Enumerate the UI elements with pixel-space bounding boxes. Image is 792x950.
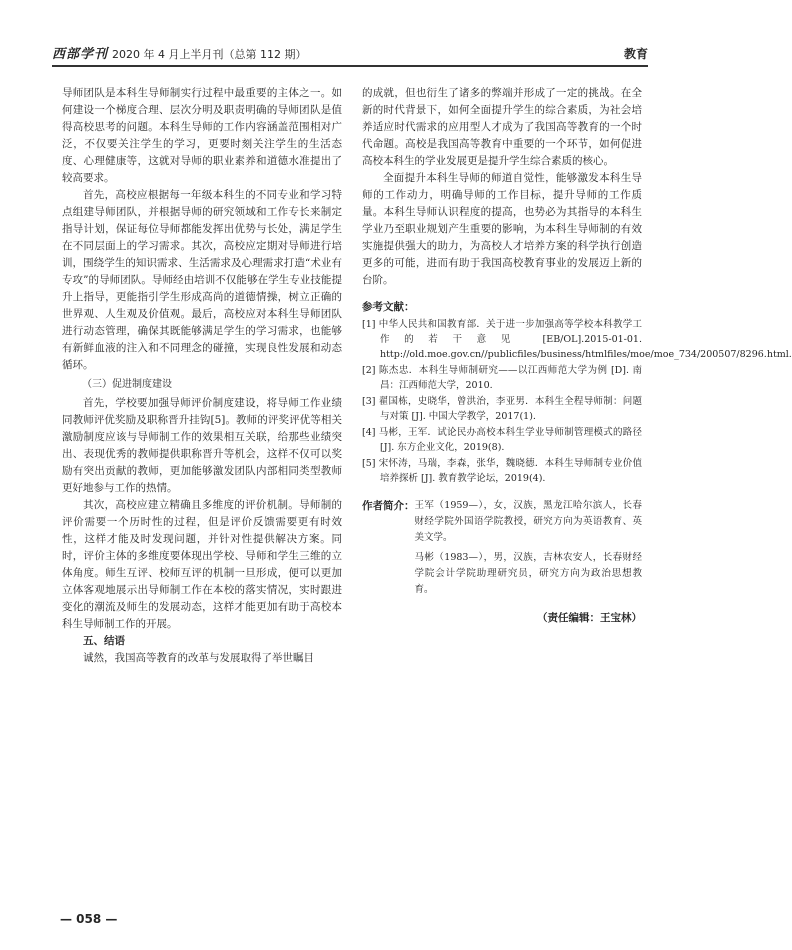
header-left	[52, 43, 307, 62]
journal-logo: 西部学刊	[52, 47, 109, 62]
references-list	[362, 317, 792, 486]
paragraph: 诚然，我国高等教育的改革与发展取得了举世瞩目	[83, 652, 314, 664]
page-header	[52, 40, 648, 67]
reference-item: [1] 中华人民共和国教育部．关于进一步加强高等学校本科教学工作的若干意见 [EB/OL].2015-01-01. http://old.moe.gov.cn//publicfiles/business/htmlfiles/moe/moe_734/200507/8296.html.	[362, 319, 792, 360]
author-entry: 王军（1959—），女，汉族，黑龙江哈尔滨人，长春财经学院外国语学院教授，研究方向为英语教育、英美文学。	[414, 500, 642, 543]
section-heading: 五、结语	[83, 635, 125, 647]
paragraph: 首先，高校应根据每一年级本科生的不同专业和学习特点组建导师团队，并根据导师的研究领域和工作专长来制定指导计划，保证每位导师都能发挥出优势与长处，满足学生在不同层面上的学习需求。其次，高校应定期对导师进行培训，围绕学生的知识需求、生活需求及心理需求打造“术业有专攻”的导师团队。导师经由培训不仅能够在学生专业技能提升上指导，更能指引学生形成高尚的道德情操，树立正确的世界观、人生观及价值观。最后，高校应对本科生导师团队进行动态管理，确保其既能够满足学生的学习需求，也能够有新鲜血液的注入和不同理念的碰撞，实现良性发展和动态循环。	[62, 189, 342, 371]
paragraph: 全面提升本科生导师的师道自觉性，能够激发本科生导师的工作动力，明确导师的工作目标，提升导师的工作质量。本科生导师认识程度的提高，也势必为其指导的本科生学业乃至职业规划产生重要的影响，为本科生导师制的有效实施提供强大的助力，为高校人才培养方案的科学执行创造更多的可能，进而有助于我国高校教育事业的发展迈上新的台阶。	[362, 172, 642, 286]
reference-item: [4] 马彬，王军．试论民办高校本科生学业导师制管理模式的路径 [J]. 东方企业文化，2019(8).	[362, 427, 642, 453]
reference-item: [2] 陈杰忠．本科生导师制研究——以江西师范大学为例 [D]. 南昌：江西师范大学，2010.	[362, 365, 642, 391]
references-title: 参考文献：	[362, 301, 415, 313]
left-column	[62, 85, 342, 667]
author-intro-body	[415, 498, 643, 602]
reference-item: [3] 翟国栋，史晓华，曾洪治，李亚男．本科生全程导师制：问题与对策 [J]. 中国大学教学，2017(1).	[362, 396, 642, 422]
right-paragraphs	[362, 85, 642, 289]
paragraph: 首先，学校要加强导师评价制度建设，将导师工作业绩同教师评优奖励及职称晋升挂钩[5]。教师的评奖评优等相关激励制度应该与导师制工作的效果相互关联，给那些业绩突出、表现优秀的教师提供职称晋升等机会，这样不仅可以奖励有突出贡献的教师，更加能够激发团队内部相同类型教师更好地参与工作的热情。	[62, 397, 342, 494]
paragraph: 其次，高校应建立精确且多维度的评价机制。导师制的评价需要一个历时性的过程，但是评价反馈需要更有时效性，这样才能及时发现问题，并针对性提供解决方案。同时，评价主体的多维度要体现出学校、导师和学生三维的立体角度。师生互评、校师互评的机制一旦形成，便可以更加立体客观地展示出导师制工作在本校的落实情况，实时跟进变化的潮流及师生的发展动态，这样才能更加有助于高校本科生导师制工作的开展。	[62, 499, 342, 630]
right-column	[362, 85, 792, 627]
author-entry: 马彬（1983—），男，汉族，吉林农安人，长春财经学院会计学院助理研究员，研究方向为政治思想教育。	[414, 552, 642, 595]
page-number: — 058 —	[60, 912, 118, 926]
paragraph: 的成就，但也衍生了诸多的弊端并形成了一定的挑战。在全新的时代背景下，如何全面提升学生的综合素质，为社会培养适应时代需求的应用型人才成为了我国高等教育的一个时代命题。高校是我国高等教育中重要的一个环节，如何促进高校本科生的学业发展更是提升学生综合素质的核心。	[362, 87, 642, 167]
subsection-heading: （三）促进制度建设	[82, 379, 172, 390]
issue-info: 2020 年 4 月上半月刊（总第 112 期）	[112, 48, 307, 61]
reference-item: [5] 宋怀涛，马瑞，李森，张华，魏晓德．本科生导师制专业价值培养探析 [J]. 教育教学论坛，2019(4).	[362, 458, 642, 484]
paragraph: 导师团队是本科生导师制实行过程中最重要的主体之一。如何建设一个梯度合理、层次分明及职责明确的导师团队是值得高校思考的问题。本科生导师的工作内容涵盖范围相对广泛，不仅要关注学生的学习，更要时刻关注学生的生活态度、心理健康等，这就对导师的职业素养和道德水准提出了较高要求。	[62, 87, 342, 184]
author-intro	[362, 498, 642, 602]
section-name: 教育	[623, 47, 648, 61]
responsible-editor: （责任编辑：王宝林）	[537, 612, 642, 624]
author-intro-label: 作者简介：	[362, 500, 415, 512]
